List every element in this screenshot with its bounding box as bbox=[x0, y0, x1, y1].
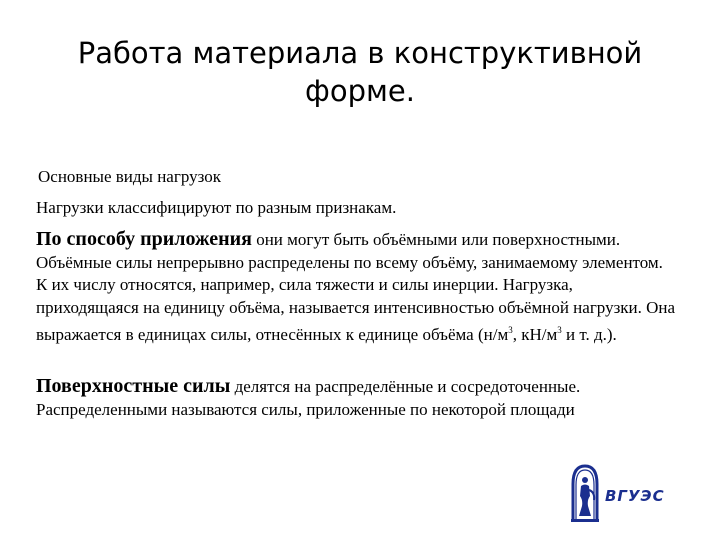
paragraph-text: , кН/м bbox=[512, 325, 558, 344]
title-line-2: форме. bbox=[305, 74, 415, 108]
intro-text: Нагрузки классифицируют по разным признакам. bbox=[36, 198, 397, 217]
slide-title bbox=[60, 34, 660, 110]
title-line-1: Работа материала в конструктивной bbox=[77, 36, 643, 70]
logo-text: ВГУЭС bbox=[605, 487, 665, 505]
paragraph-lead: Поверхностные силы bbox=[36, 375, 231, 397]
paragraph-text: делятся на распределённые и сосредоточенные. Распределенными называются силы, приложенные по некоторой площади bbox=[36, 377, 581, 419]
paragraph-surface-forces bbox=[36, 375, 676, 421]
paragraph-text: они могут быть объёмными или поверхностными. Объёмные силы непрерывно распределены по всему объёму, занимаемому элементом. К их числу относятся, например, сила тяжести и силы инерции. Нагрузка, приходящаяся на единицу объёма, называется интенсивностью объёмной нагрузки. Она выражается в единицах силы, отнесённых к единице объёма (н/м bbox=[36, 230, 676, 344]
superscript: 3 bbox=[508, 325, 513, 335]
paragraph-lead: По способу приложения bbox=[36, 228, 252, 250]
superscript: 3 bbox=[557, 325, 562, 335]
university-emblem-icon bbox=[567, 462, 603, 529]
paragraph-text: и т. д.). bbox=[561, 325, 617, 344]
paragraph-application-method bbox=[36, 228, 676, 347]
section-subtitle: Основные виды нагрузок bbox=[38, 167, 221, 186]
